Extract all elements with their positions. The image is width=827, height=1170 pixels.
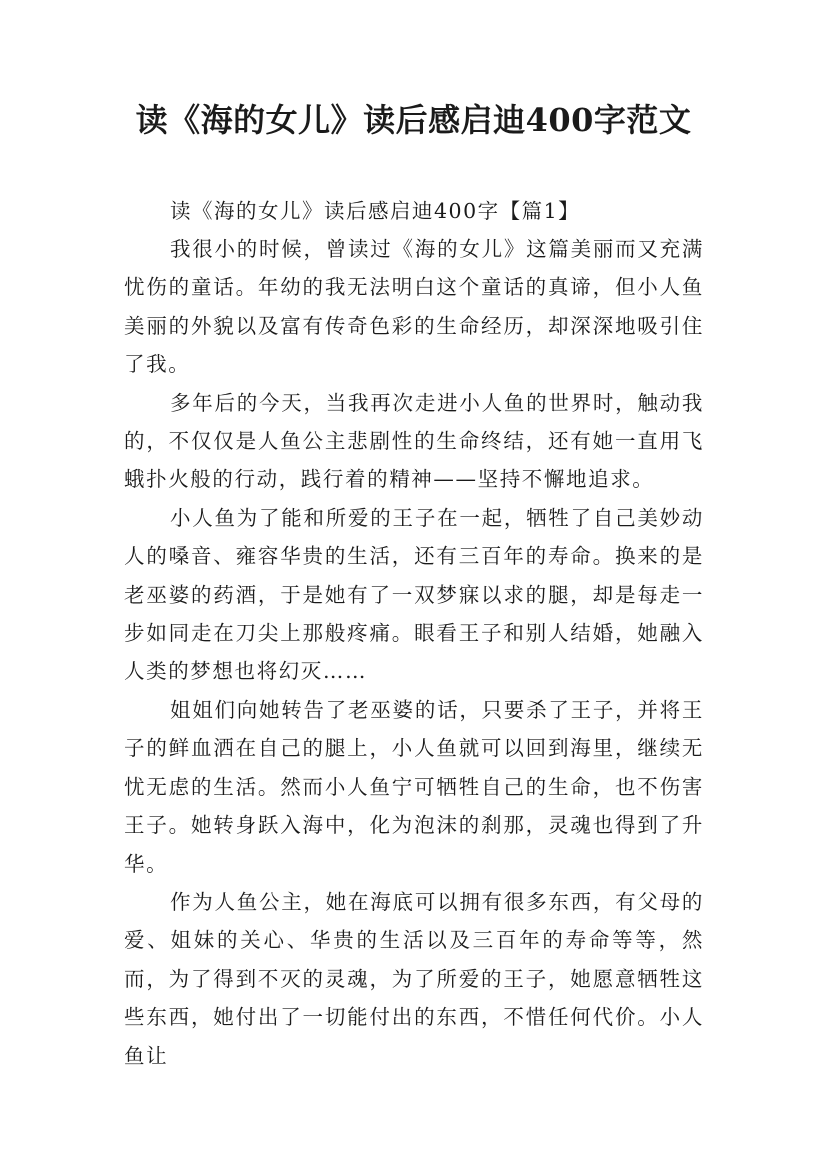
paragraph: 我很小的时候，曾读过《海的女儿》这篇美丽而又充满忧伤的童话。年幼的我无法明白这个童话的真谛，但小人鱼美丽的外貌以及富有传奇色彩的生命经历，却深深地吸引住了我。: [124, 237, 704, 377]
document-body: [124, 192, 704, 1075]
section-subtitle: 读《海的女儿》读后感启迪400字【篇1】: [170, 199, 581, 223]
paragraph: 姐姐们向她转告了老巫婆的话，只要杀了王子，并将王子的鲜血洒在自己的腿上，小人鱼就可以回到海里，继续无忧无虑的生活。然而小人鱼宁可牺牲自己的生命，也不伤害王子。她转身跃入海中，化为泡沫的刹那，灵魂也得到了升华。: [124, 697, 704, 876]
paragraph: 作为人鱼公主，她在海底可以拥有很多东西，有父母的爱、姐妹的关心、华贵的生活以及三百年的寿命等等，然而，为了得到不灭的灵魂，为了所爱的王子，她愿意牺牲这些东西，她付出了一切能付出的东西，不惜任何代价。小人鱼让: [124, 889, 704, 1068]
document-title: 读《海的女儿》读后感启迪400字范文: [135, 101, 692, 139]
paragraph: 多年后的今天，当我再次走进小人鱼的世界时，触动我的，不仅仅是人鱼公主悲剧性的生命终结，还有她一直用飞蛾扑火般的行动，践行着的精神——坚持不懈地追求。: [124, 390, 704, 492]
paragraph: 小人鱼为了能和所爱的王子在一起，牺牲了自己美妙动人的嗓音、雍容华贵的生活，还有三百年的寿命。换来的是老巫婆的药酒，于是她有了一双梦寐以求的腿，却是每走一步如同走在刀尖上那般疼痛。眼看王子和别人结婚，她融入人类的梦想也将幻灭……: [124, 505, 704, 684]
